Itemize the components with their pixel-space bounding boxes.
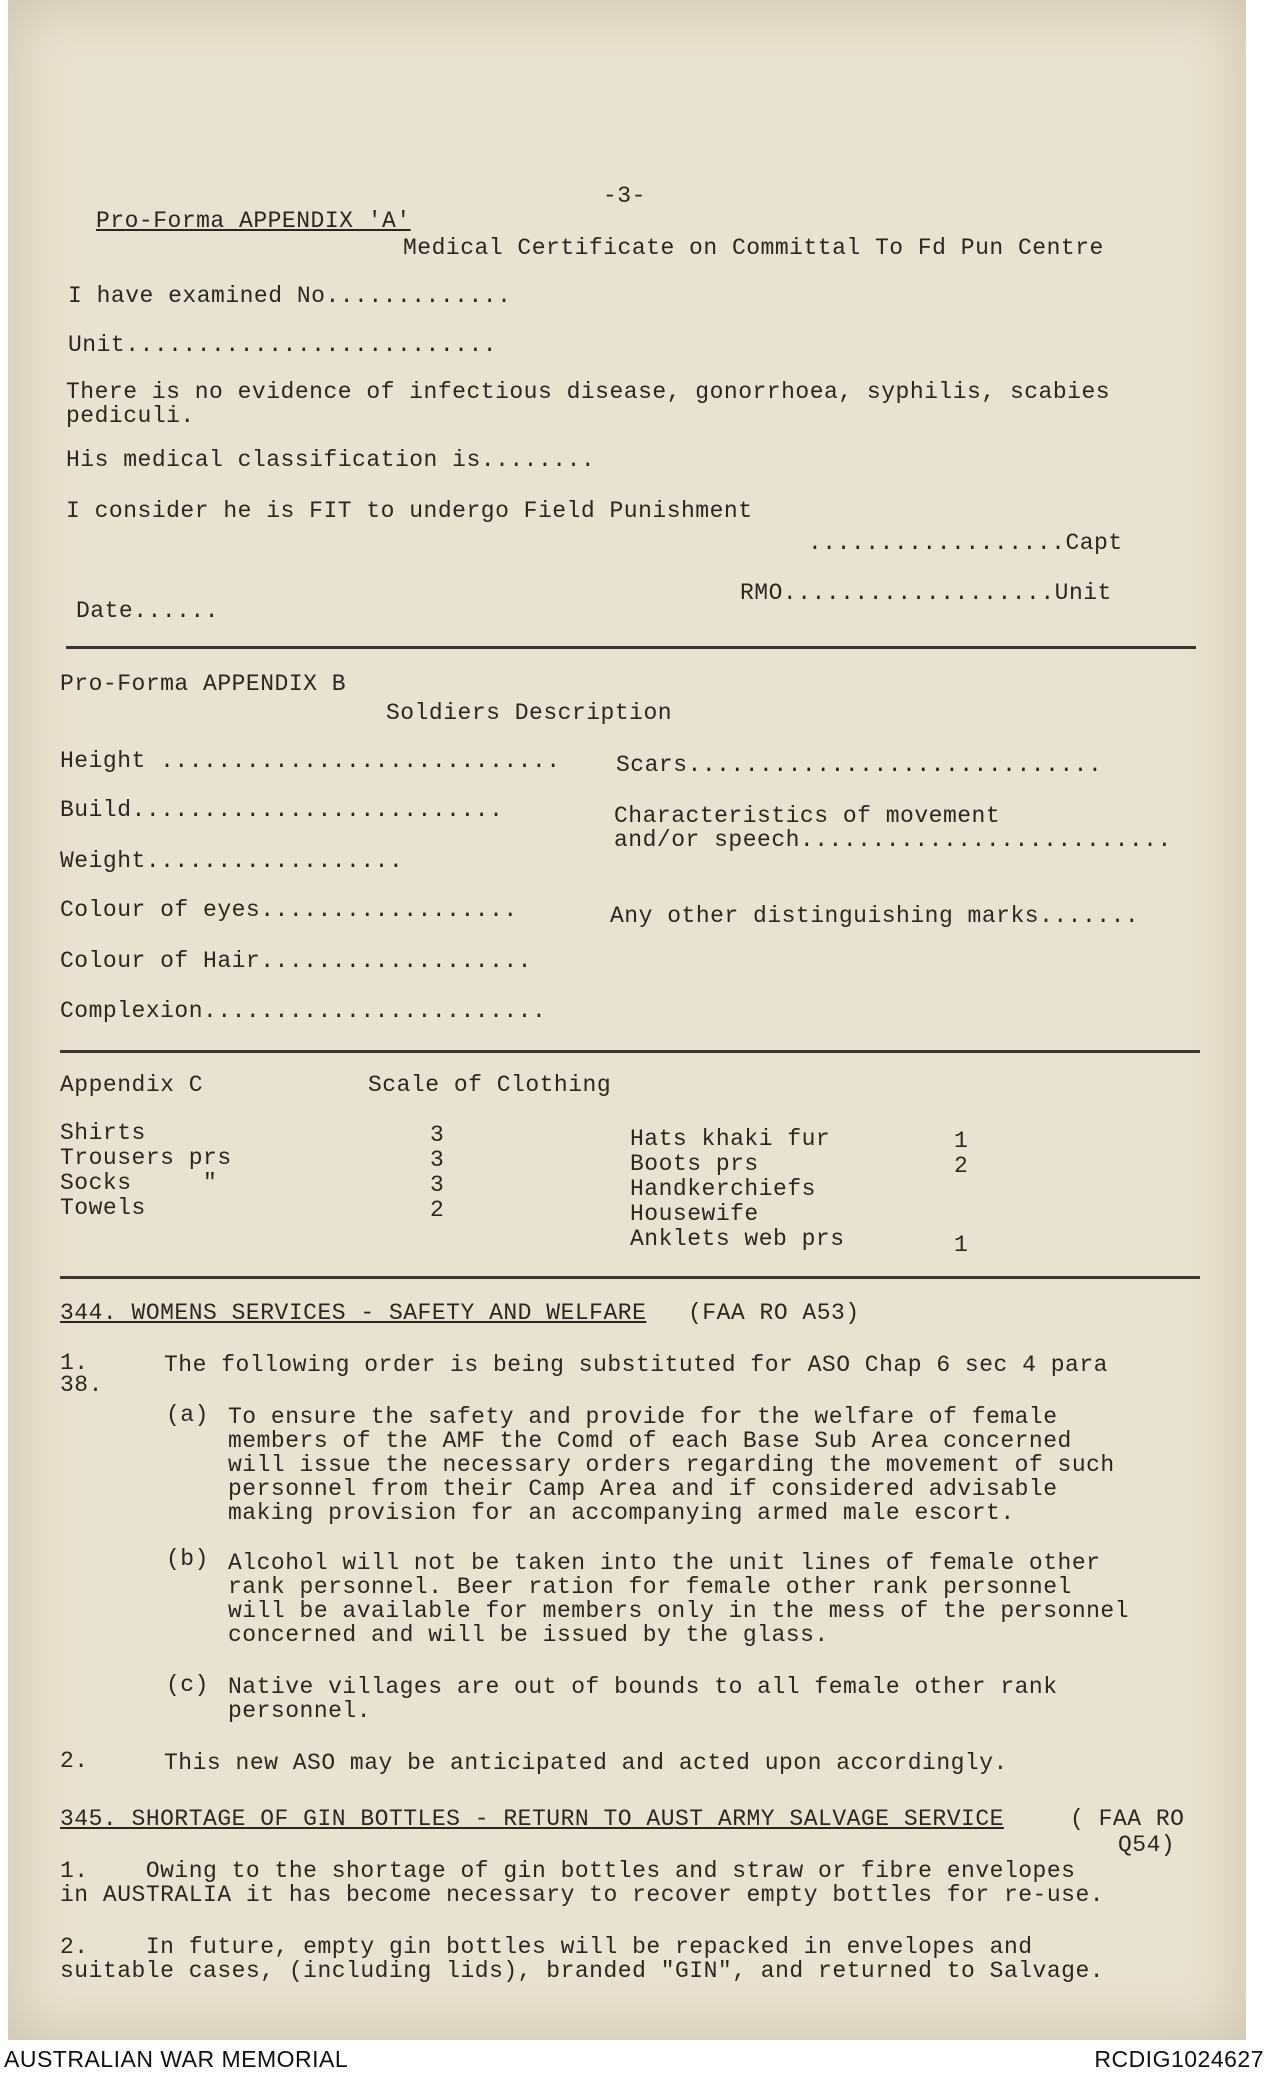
appendix-a-subtitle: Medical Certificate on Committal To Fd Pun Centre [403,235,1104,261]
para-text: The following order is being substituted for ASO Chap 6 sec 4 para [164,1352,1108,1378]
date-line: Date...... [76,598,220,624]
para-text: This new ASO may be anticipated and acted upon accordingly. [164,1750,1008,1776]
para-text: suitable cases, (including lids), branded "GIN", and returned to Salvage. [60,1958,1105,1984]
footer-id: RCDIG1024627 [1094,2046,1264,2072]
clothing-item: Handkerchiefs [630,1176,816,1202]
movement-line: Characteristics of movement [614,803,1001,829]
scars-line: Scars............................. [616,752,1103,778]
capt-line: ..................Capt [808,530,1123,556]
para-text: 2. In future, empty gin bottles will be repacked in envelopes and [60,1934,1033,1960]
sub-text: personnel. [228,1698,372,1724]
disease-line-cont: pediculi. [66,403,195,429]
section-344-heading: 344. WOMENS SERVICES - SAFETY AND WELFARE [60,1300,647,1326]
appendix-a-heading: Pro-Forma APPENDIX 'A' [96,208,411,234]
sub-label: (b) [166,1546,209,1572]
divider [66,646,1196,649]
clothing-item: Anklets web prs [630,1226,845,1252]
para-text: 1. Owing to the shortage of gin bottles and straw or fibre envelopes [60,1858,1076,1884]
appendix-c-subtitle: Scale of Clothing [368,1072,612,1098]
para-text: in AUSTRALIA it has become necessary to recover empty bottles for re-use. [60,1882,1105,1908]
sub-text: concerned and will be issued by the glass. [228,1622,829,1648]
clothing-qty: 1 [954,1128,969,1154]
clothing-qty: 2 [954,1153,969,1179]
page-number: -3- [603,183,646,209]
clothing-qty: 2 [430,1197,445,1223]
weight-line: Weight.................. [60,848,404,874]
sub-label: (c) [166,1672,209,1698]
clothing-item: Hats khaki fur [630,1126,831,1152]
rmo-line: RMO...................Unit [740,580,1112,606]
clothing-item: Towels [60,1195,146,1221]
height-line: Height ............................ [60,748,561,774]
examined-line: I have examined No............. [68,283,512,309]
footer-source: AUSTRALIAN WAR MEMORIAL [4,2046,349,2072]
para-number: 2. [60,1748,89,1774]
unit-line: Unit.......................... [68,332,498,358]
appendix-b-heading: Pro-Forma APPENDIX B [60,671,347,697]
section-345-heading: 345. SHORTAGE OF GIN BOTTLES - RETURN TO AUST ARMY SALVAGE SERVICE [60,1806,1004,1832]
marks-line: Any other distinguishing marks....... [610,903,1140,929]
sub-text: personnel from their Camp Area and if considered advisable [228,1476,1058,1502]
sub-text: will be available for members only in the mess of the personnel [228,1598,1130,1624]
clothing-item: Shirts [60,1120,146,1146]
para-text-cont: 38. [60,1372,103,1398]
build-line: Build.......................... [60,797,504,823]
clothing-item: Socks " [60,1170,218,1196]
divider [60,1050,1200,1053]
section-345-ref-cont: Q54) [1118,1832,1176,1858]
sub-text: making provision for an accompanying armed male escort. [228,1500,1015,1526]
divider [60,1276,1200,1279]
classification-line: His medical classification is........ [66,447,596,473]
document-page [8,0,1246,2040]
disease-line: There is no evidence of infectious disease, gonorrhoea, syphilis, scabies [66,379,1111,405]
sub-text: will issue the necessary orders regarding the movement of such [228,1452,1115,1478]
fit-line: I consider he is FIT to undergo Field Punishment [66,498,753,524]
para-number: 1. [60,1350,89,1376]
clothing-item: Trousers prs [60,1145,232,1171]
clothing-qty: 1 [954,1232,969,1258]
speech-line: and/or speech.......................... [614,827,1172,853]
hair-line: Colour of Hair................... [60,948,532,974]
eyes-line: Colour of eyes.................. [60,897,518,923]
sub-text: members of the AMF the Comd of each Base Sub Area concerned [228,1428,1072,1454]
sub-text: Native villages are out of bounds to all female other rank [228,1674,1058,1700]
section-345-ref: ( FAA RO [1070,1806,1185,1832]
clothing-qty: 3 [430,1172,445,1198]
sub-text: To ensure the safety and provide for the welfare of female [228,1404,1058,1430]
sub-label: (a) [166,1402,209,1428]
sub-text: rank personnel. Beer ration for female other rank personnel [228,1574,1072,1600]
appendix-c-heading: Appendix C [60,1072,204,1098]
clothing-item: Housewife [630,1201,759,1227]
appendix-b-subtitle: Soldiers Description [386,700,673,726]
clothing-qty: 3 [430,1147,445,1173]
complexion-line: Complexion........................ [60,998,547,1024]
section-344-ref: (FAA RO A53) [688,1300,860,1326]
clothing-item: Boots prs [630,1151,759,1177]
clothing-qty: 3 [430,1122,445,1148]
sub-text: Alcohol will not be taken into the unit lines of female other [228,1550,1101,1576]
